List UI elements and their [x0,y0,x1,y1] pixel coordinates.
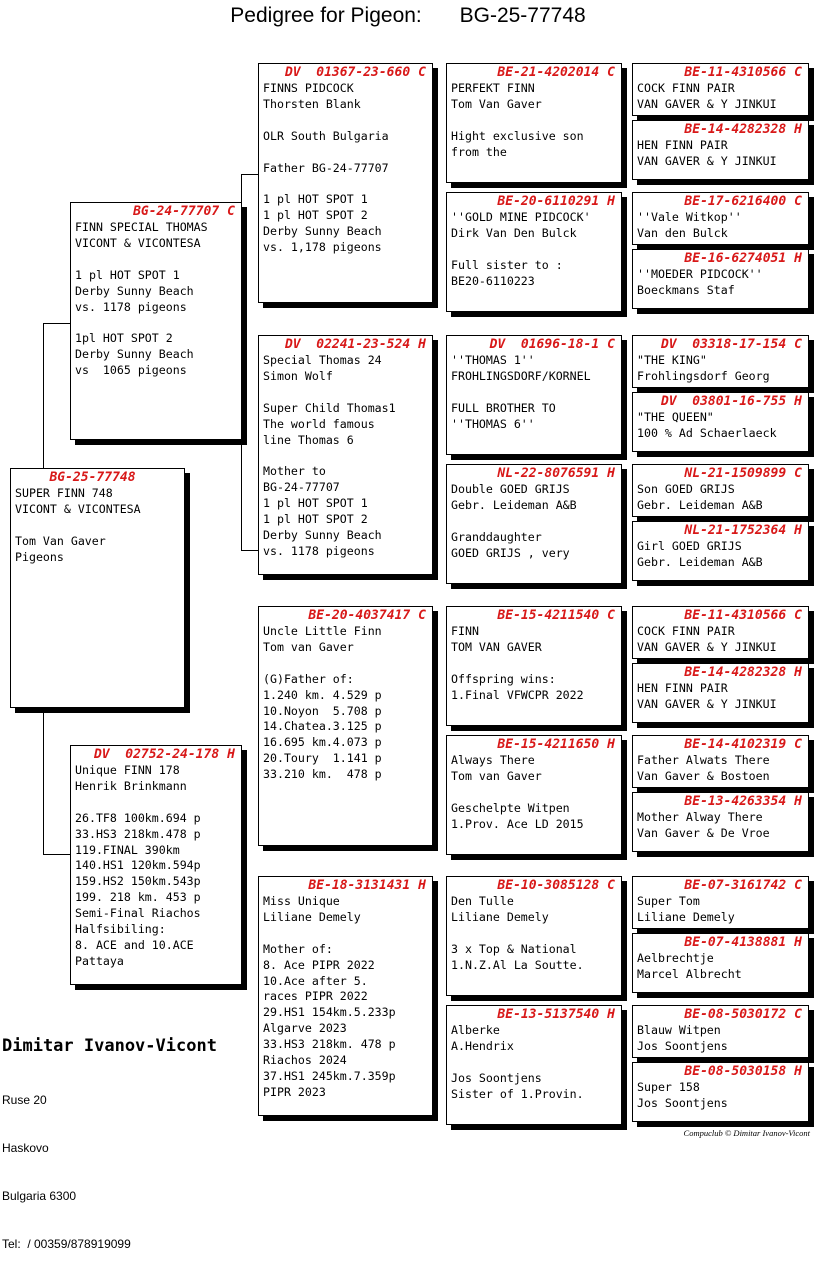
pedigree-box-subject [10,468,185,708]
info-line: 16.695 km.4.073 p [263,735,382,750]
info-line: 33.HS3 218km. 478 p [263,1037,396,1052]
info-line: Blauw Witpen [637,1023,721,1037]
pedigree-box-g12 [632,792,809,852]
connector-line [43,710,44,854]
info-line: line Thomas 6 [263,432,354,447]
info-line: Pigeons [15,549,64,564]
info-line: Father BG-24-77707 [263,160,389,175]
info-line [447,926,621,942]
sex-marker: C [794,65,802,80]
info-line [71,315,241,331]
info-line: Son GOED GRIJS [637,482,735,496]
info-line: vs. 1178 pigeons [75,299,187,314]
info-line: vs. 1,178 pigeons [263,240,382,255]
pedigree-box-g1 [632,63,809,116]
info-line: 140.HS1 120km.594p [75,858,201,873]
sex-marker: H [794,665,802,680]
info-line: 1 pl HOT SPOT 1 [263,192,368,207]
ring-number [447,336,621,353]
connector-line [241,550,258,551]
ring-number [633,877,808,894]
ring-code: BE-07-3161742 [684,878,787,893]
info-line: The world famous [263,416,375,431]
ring-code: BE-08-5030172 [684,1007,787,1022]
info-line [259,656,432,672]
ring-number [633,736,808,753]
info-line: Jos Soontjens [637,1038,728,1053]
info-line: 1 pl HOT SPOT 1 [263,496,368,511]
info-line: Alberke [451,1023,500,1037]
ring-number [259,877,432,894]
info-line: A.Hendrix [451,1038,514,1053]
info-line: Super Child Thomas1 [263,400,396,415]
info-line: Miss Unique [263,894,340,908]
ring-number [633,250,808,267]
info-line [447,113,621,129]
ring-number [633,793,808,810]
info-line: Special Thomas 24 [263,353,382,367]
ring-number [259,336,432,353]
info-line: FINN SPECIAL THOMAS [75,220,208,234]
info-line: 33.210 km. 478 p [263,767,382,782]
address-line: Ruse 20 [2,1093,47,1107]
ring-code: NL-21-1752364 [684,523,787,538]
connector-line [241,174,258,175]
info-line: Tom van Gaver [451,768,542,783]
sex-marker: C [418,608,426,623]
info-line: Derby Sunny Beach [75,283,194,298]
pedigree-box-sire [70,202,242,440]
pedigree-box-dds [446,876,622,996]
info-line: Henrik Brinkmann [75,778,187,793]
pedigree-box-g9 [632,606,809,659]
sex-marker: C [794,878,802,893]
info-line: Derby Sunny Beach [263,527,382,542]
ring-number [447,193,621,210]
info-line: Liliane Demely [637,909,735,924]
info-line: Den Tulle [451,894,514,908]
ring-code: DV 03801-16-755 [660,394,787,409]
info-line: Hight exclusive son [451,128,584,143]
ring-code: BE-20-6110291 [497,194,600,209]
info-line [259,448,432,464]
info-line: COCK FINN PAIR [637,81,735,95]
info-line: Tom Van Gaver [451,96,542,111]
info-line [447,1055,621,1071]
info-line: Father Alwats There [637,753,770,767]
ring-number [633,64,808,81]
info-line: Liliane Demely [451,909,549,924]
info-line: 8. ACE and 10.ACE [75,937,194,952]
info-line: Derby Sunny Beach [75,347,194,362]
info-line: Sister of 1.Provin. [451,1086,584,1101]
sex-marker: C [794,1007,802,1022]
sex-marker: C [418,65,426,80]
address-line: Bulgaria 6300 [2,1189,77,1203]
info-line: Boeckmans Staf [637,282,735,297]
ring-code: BG-24-77707 [133,204,220,219]
info-line: GOED GRIJS , very [451,545,570,560]
info-line [447,514,621,530]
info-line [447,385,621,401]
title-label: Pedigree for Pigeon: [230,4,422,27]
ring-code: BE-17-6216400 [684,194,787,209]
ring-number [633,465,808,482]
info-line: TOM VAN GAVER [451,639,542,654]
info-line: BG-24-77707 [263,480,340,495]
info-line: VAN GAVER & Y JINKUI [637,696,777,711]
ring-number [633,1006,808,1023]
pedigree-box-g10 [632,663,809,723]
pedigree-box-sdd [446,464,622,584]
info-line: BE20-6110223 [451,273,535,288]
ring-number [633,121,808,138]
pedigree-box-sd [258,335,433,575]
pedigree-box-g13 [632,876,809,929]
ring-code: DV 03318-17-154 [660,337,787,352]
info-line: FINN [451,624,479,638]
info-line: Van Gaver & Bostoen [637,768,770,783]
pedigree-box-g4 [632,249,809,309]
address-line: Haskovo [2,1141,49,1155]
ring-number [633,522,808,539]
ring-code: BE-13-5137540 [497,1007,600,1022]
info-line: Full sister to : [451,257,563,272]
info-line [11,518,184,534]
info-line: FULL BROTHER TO [451,400,556,415]
address-line: Tel: / 00359/878919099 [2,1237,131,1251]
info-line: Pattaya [75,953,124,968]
info-line: 10.Ace after 5. [263,973,368,988]
info-line: VAN GAVER & Y JINKUI [637,153,777,168]
sex-marker: H [794,122,802,137]
ring-number [447,465,621,482]
sex-marker: H [794,935,802,950]
info-line: Thorsten Blank [263,96,361,111]
info-line: VAN GAVER & Y JINKUI [637,96,777,111]
pedigree-box-sds [446,335,622,455]
info-line: Always There [451,753,535,767]
info-line: 1 pl HOT SPOT 1 [75,267,180,282]
pedigree-box-ssd [446,192,622,312]
info-line: SUPER FINN 748 [15,486,113,500]
info-line [71,795,241,811]
info-line: Tom Van Gaver [15,533,106,548]
sex-marker: H [794,394,802,409]
info-line: 20.Toury 1.141 p [263,751,382,766]
sex-marker: H [418,337,426,352]
ring-code: NL-21-1509899 [684,466,787,481]
info-line: VICONT & VICONTESA [15,501,141,516]
ring-number [633,934,808,951]
title-ring: BG-25-77748 [459,4,586,27]
ring-number [633,193,808,210]
info-line [447,242,621,258]
ring-code: BE-16-6274051 [684,251,787,266]
info-line: COCK FINN PAIR [637,624,735,638]
info-line: PERFEKT FINN [451,81,535,95]
ring-code: BE-20-4037417 [308,608,411,623]
info-line: Girl GOED GRIJS [637,539,742,553]
info-line: Liliane Demely [263,909,361,924]
ring-code: BE-07-4138881 [684,935,787,950]
info-line: Frohlingsdorf Georg [637,368,770,383]
info-line: 10.Noyon 5.708 p [263,703,382,718]
info-line: 3 x Top & National [451,941,577,956]
info-line: 1pl HOT SPOT 2 [75,331,173,346]
pedigree-box-g6 [632,392,809,452]
ring-code: BE-13-4263354 [684,794,787,809]
connector-line [43,323,44,468]
info-line: 1.Final VFWCPR 2022 [451,687,584,702]
sex-marker: H [607,466,615,481]
pedigree-box-dam [70,745,242,985]
ring-number [447,736,621,753]
info-line: 33.HS3 218km.478 p [75,826,201,841]
pedigree-box-sss [446,63,622,183]
info-line: Mother Alway There [637,810,763,824]
ring-number [447,877,621,894]
info-line: Jos Soontjens [451,1070,542,1085]
info-line: 1.N.Z.Al La Soutte. [451,957,584,972]
info-line: Unique FINN 178 [75,763,180,777]
info-line: 119.FINAL 390km [75,842,180,857]
sex-marker: C [794,194,802,209]
sex-marker: C [607,608,615,623]
ring-code: BE-14-4282328 [684,122,787,137]
info-line: Derby Sunny Beach [263,224,382,239]
info-line: races PIPR 2022 [263,989,368,1004]
info-line: 100 % Ad Schaerlaeck [637,425,777,440]
footer-credit: Compuclub © Dimitar Ivanov-Vicont [683,1128,810,1138]
ring-code: BE-14-4102319 [684,737,787,752]
info-line: "THE KING" [637,353,707,367]
sex-marker: C [607,65,615,80]
info-line: Riachos 2024 [263,1053,347,1068]
info-line: Dirk Van Den Bulck [451,225,577,240]
ring-code: BE-18-3131431 [308,878,411,893]
ring-code: DV 01367-23-660 [284,65,411,80]
breeder-address [2,1060,131,1268]
info-line: from the [451,144,507,159]
pedigree-box-ds [258,606,433,846]
ring-number [447,64,621,81]
ring-number [259,64,432,81]
sex-marker: C [794,337,802,352]
info-line: Marcel Albrecht [637,966,742,981]
pedigree-box-g15 [632,1005,809,1058]
info-line: Van Gaver & De Vroe [637,825,770,840]
connector-line [241,440,242,550]
info-line [259,145,432,161]
sex-marker: H [418,878,426,893]
info-line: Algarve 2023 [263,1021,347,1036]
ring-code: DV 01696-18-1 [489,337,600,352]
info-line: Double GOED GRIJS [451,482,570,496]
ring-number [633,607,808,624]
ring-number [259,607,432,624]
info-line: ''THOMAS 6'' [451,416,535,431]
info-line: vs. 1178 pigeons [263,543,375,558]
info-line: ''MOEDER PIDCOCK'' [637,267,763,281]
pedigree-box-g5 [632,335,809,388]
ring-code: BE-08-5030158 [684,1064,787,1079]
pedigree-box-g8 [632,521,809,581]
ring-number [71,203,241,220]
connector-line [43,323,70,324]
info-line: Mother to [263,464,326,479]
sex-marker: C [227,204,235,219]
info-line: 1.Prov. Ace LD 2015 [451,816,584,831]
info-line: Gebr. Leideman A&B [637,497,763,512]
ring-code: BE-11-4310566 [684,65,787,80]
ring-code: BE-15-4211650 [497,737,600,752]
info-line: ''GOLD MINE PIDCOCK' [451,210,591,224]
ring-code: BE-21-4202014 [497,65,600,80]
ring-code: NL-22-8076591 [497,466,600,481]
info-line: VAN GAVER & Y JINKUI [637,639,777,654]
info-line [71,252,241,268]
ring-number [71,746,241,763]
info-line: (G)Father of: [263,671,354,686]
pedigree-box-dd [258,876,433,1116]
info-line: 199. 218 km. 453 p [75,890,201,905]
info-line: Offspring wins: [451,671,556,686]
connector-line [43,854,70,855]
info-line: Geschelpte Witpen [451,800,570,815]
info-line: Tom van Gaver [263,639,354,654]
pedigree-box-g11 [632,735,809,788]
sex-marker: H [794,1064,802,1079]
info-line: 159.HS2 150km.543p [75,874,201,889]
pedigree-box-g3 [632,192,809,245]
info-line: PIPR 2023 [263,1084,326,1099]
info-line [259,385,432,401]
info-line: FROHLINGSDORF/KORNEL [451,368,591,383]
info-line: Granddaughter [451,529,542,544]
pedigree-box-ddd [446,1005,622,1125]
ring-number [447,607,621,624]
ring-number [633,393,808,410]
info-line [259,113,432,129]
ring-code: BE-11-4310566 [684,608,787,623]
info-line: Uncle Little Finn [263,624,382,638]
ring-number [633,1063,808,1080]
info-line: Simon Wolf [263,368,333,383]
info-line: 37.HS1 245km.7.359p [263,1068,396,1083]
pedigree-box-ss [258,63,433,303]
info-line [259,926,432,942]
info-line: VICONT & VICONTESA [75,235,201,250]
sex-marker: H [607,737,615,752]
info-line: 26.TF8 100km.694 p [75,810,201,825]
info-line: 1 pl HOT SPOT 2 [263,512,368,527]
sex-marker: H [607,1007,615,1022]
info-line: ''Vale Witkop'' [637,210,742,224]
pedigree-box-g2 [632,120,809,180]
info-line: Gebr. Leideman A&B [637,554,763,569]
info-line: 14.Chatea.3.125 p [263,719,382,734]
sex-marker: H [607,194,615,209]
info-line: Super Tom [637,894,700,908]
info-line: Semi-Final Riachos [75,906,201,921]
pedigree-box-dss [446,606,622,726]
info-line: Gebr. Leideman A&B [451,497,577,512]
info-line: Mother of: [263,941,333,956]
sex-marker: C [607,878,615,893]
info-line: HEN FINN PAIR [637,138,728,152]
info-line [259,176,432,192]
sex-marker: H [794,523,802,538]
sex-marker: C [794,466,802,481]
info-line: Super 158 [637,1080,700,1094]
ring-code: BG-25-77748 [49,470,136,485]
ring-code: BE-14-4282328 [684,665,787,680]
ring-code: DV 02241-23-524 [284,337,411,352]
connector-line [241,174,242,204]
breeder-name: Dimitar Ivanov-Vicont [2,1036,217,1056]
info-line: OLR South Bulgaria [263,128,389,143]
sex-marker: C [794,608,802,623]
sex-marker: H [227,747,235,762]
info-line: vs 1065 pigeons [75,363,187,378]
sex-marker: H [794,251,802,266]
ring-code: BE-15-4211540 [497,608,600,623]
sex-marker: H [794,794,802,809]
ring-code: DV 02752-24-178 [93,747,220,762]
info-line: HEN FINN PAIR [637,681,728,695]
ring-number [633,336,808,353]
info-line: Jos Soontjens [637,1095,728,1110]
ring-number [447,1006,621,1023]
ring-code: BE-10-3085128 [497,878,600,893]
pedigree-box-g14 [632,933,809,993]
info-line [447,785,621,801]
info-line [447,656,621,672]
ring-number [633,664,808,681]
page-title [0,4,816,28]
pedigree-box-g16 [632,1062,809,1122]
pedigree-box-g7 [632,464,809,517]
info-line: ''THOMAS 1'' [451,353,535,367]
info-line: FINNS PIDCOCK [263,81,354,95]
sex-marker: C [794,737,802,752]
info-line: 1 pl HOT SPOT 2 [263,208,368,223]
sex-marker: C [607,337,615,352]
pedigree-box-dsd [446,735,622,855]
info-line: 1.240 km. 4.529 p [263,687,382,702]
info-line: 8. Ace PIPR 2022 [263,957,375,972]
ring-number [11,469,184,486]
info-line: Van den Bulck [637,225,728,240]
info-line: Halfsibiling: [75,922,166,937]
info-line: "THE QUEEN" [637,410,714,424]
info-line: Aelbrechtje [637,951,714,965]
info-line: 29.HS1 154km.5.233p [263,1005,396,1020]
